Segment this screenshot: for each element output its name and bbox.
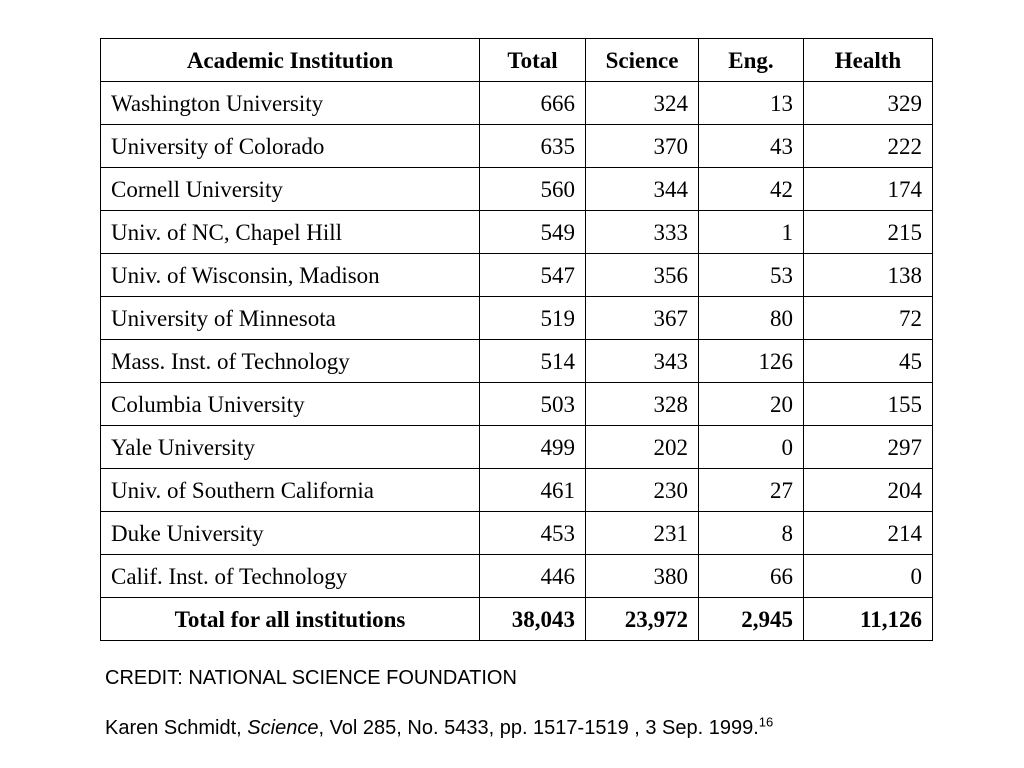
cell-total: 560 [480,168,586,211]
cell-eng: 43 [699,125,804,168]
cell-institution: University of Minnesota [101,297,480,340]
cell-institution: Univ. of Wisconsin, Madison [101,254,480,297]
cell-eng: 13 [699,82,804,125]
cell-health: 0 [804,555,933,598]
header-row [101,39,933,82]
cell-health: 204 [804,469,933,512]
cell-science: 370 [586,125,699,168]
cell-science: 344 [586,168,699,211]
header-institution: Academic Institution [101,39,480,82]
cell-total: 514 [480,340,586,383]
total-science: 23,972 [586,598,699,641]
cell-health: 138 [804,254,933,297]
cell-health: 45 [804,340,933,383]
cell-eng: 53 [699,254,804,297]
cell-eng: 80 [699,297,804,340]
cell-total: 635 [480,125,586,168]
cell-science: 231 [586,512,699,555]
cell-science: 324 [586,82,699,125]
cell-health: 72 [804,297,933,340]
cell-total: 549 [480,211,586,254]
cell-institution: Columbia University [101,383,480,426]
table-row [101,297,933,340]
cell-total: 519 [480,297,586,340]
citation-details: , Vol 285, No. 5433, pp. 1517-1519 , 3 Sep. 1999. [318,717,759,739]
cell-total: 666 [480,82,586,125]
cell-institution: Calif. Inst. of Technology [101,555,480,598]
header-eng: Eng. [699,39,804,82]
table-row [101,469,933,512]
cell-health: 329 [804,82,933,125]
cell-total: 503 [480,383,586,426]
total-row [101,598,933,641]
cell-health: 174 [804,168,933,211]
cell-eng: 27 [699,469,804,512]
cell-institution: Washington University [101,82,480,125]
cell-eng: 8 [699,512,804,555]
cell-total: 547 [480,254,586,297]
cell-eng: 66 [699,555,804,598]
cell-eng: 1 [699,211,804,254]
cell-science: 380 [586,555,699,598]
cell-health: 297 [804,426,933,469]
total-total: 38,043 [480,598,586,641]
header-health: Health [804,39,933,82]
cell-total: 453 [480,512,586,555]
total-health: 11,126 [804,598,933,641]
cell-eng: 126 [699,340,804,383]
citation-journal: Science [247,717,319,739]
cell-science: 367 [586,297,699,340]
cell-science: 202 [586,426,699,469]
table-row [101,168,933,211]
cell-total: 499 [480,426,586,469]
cell-eng: 42 [699,168,804,211]
cell-health: 222 [804,125,933,168]
cell-health: 214 [804,512,933,555]
cell-total: 461 [480,469,586,512]
total-eng: 2,945 [699,598,804,641]
table-row [101,82,933,125]
credit-line: CREDIT: NATIONAL SCIENCE FOUNDATION [105,667,517,689]
institution-table [100,38,933,641]
cell-eng: 0 [699,426,804,469]
cell-institution: Yale University [101,426,480,469]
cell-institution: University of Colorado [101,125,480,168]
cell-institution: Mass. Inst. of Technology [101,340,480,383]
cell-eng: 20 [699,383,804,426]
header-total: Total [480,39,586,82]
page-number: 16 [758,714,774,730]
table-row [101,254,933,297]
cell-science: 328 [586,383,699,426]
header-science: Science [586,39,699,82]
cell-science: 356 [586,254,699,297]
table-row [101,426,933,469]
table-row [101,512,933,555]
total-label: Total for all institutions [101,598,480,641]
citation-author: Karen Schmidt, [105,717,248,739]
cell-science: 343 [586,340,699,383]
cell-institution: Duke University [101,512,480,555]
cell-total: 446 [480,555,586,598]
table-row [101,125,933,168]
cell-health: 155 [804,383,933,426]
cell-science: 333 [586,211,699,254]
cell-health: 215 [804,211,933,254]
cell-institution: Univ. of Southern California [101,469,480,512]
citation-line [105,714,774,740]
table-row [101,555,933,598]
table-row [101,211,933,254]
cell-science: 230 [586,469,699,512]
table-row [101,340,933,383]
table-row [101,383,933,426]
cell-institution: Cornell University [101,168,480,211]
cell-institution: Univ. of NC, Chapel Hill [101,211,480,254]
